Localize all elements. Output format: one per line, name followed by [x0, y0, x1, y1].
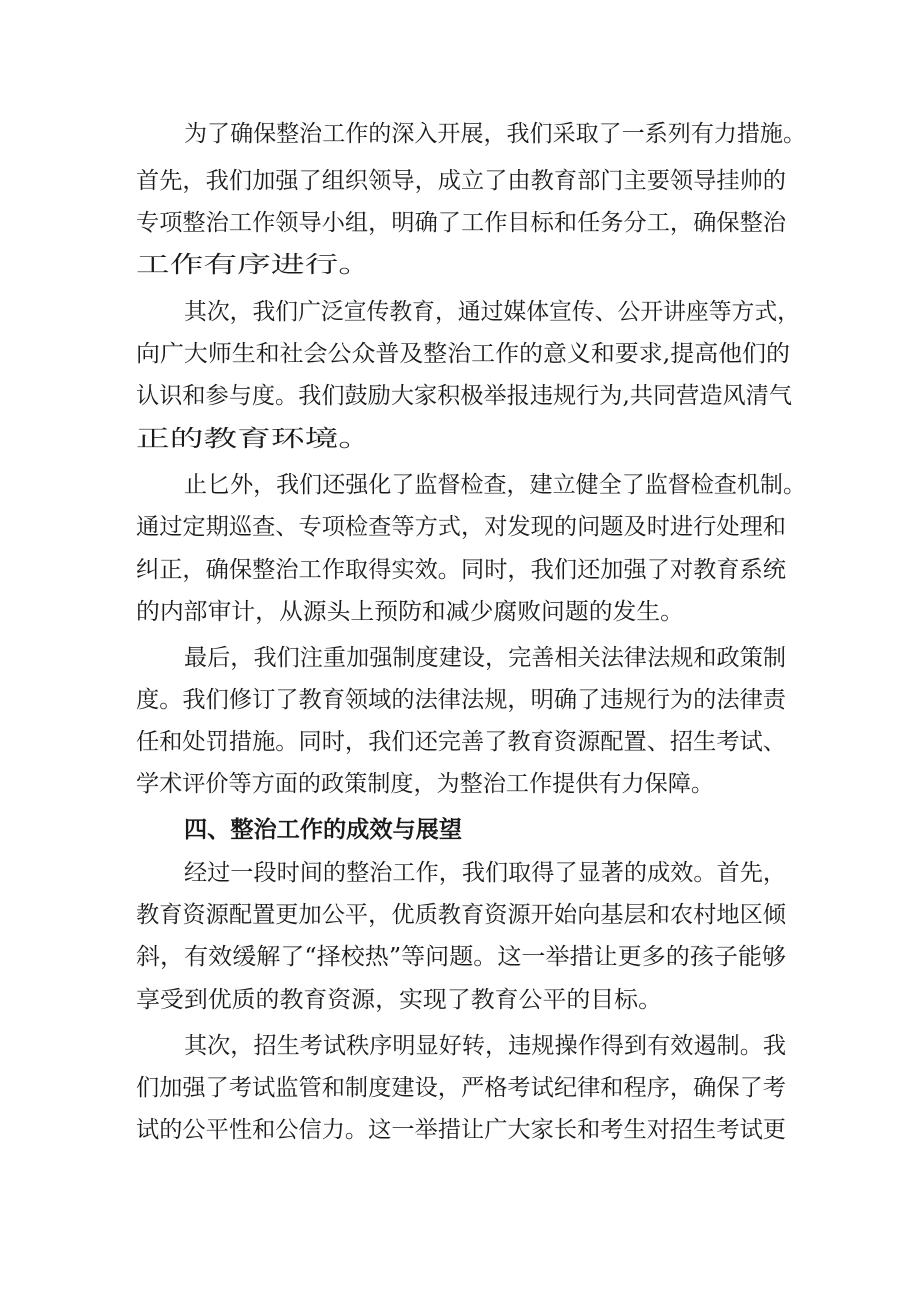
text-line — [0, 853, 920, 893]
text-line — [0, 895, 920, 935]
line-text: 纠正，确保整治工作取得实效。同时，我们还加强了对教育系统 — [136, 557, 786, 583]
text-line — [0, 722, 920, 762]
line-text: 为了确保整治工作的深入开展，我们采取了一系列有力措施。 — [184, 121, 806, 147]
line-text: 认识和参与度。我们鼓励大家积极举报违规行为,共同营造风清气 — [136, 383, 792, 409]
text-line — [0, 465, 920, 505]
text-line — [0, 680, 920, 720]
line-text: 的内部审计，从源头上预防和减少腐败问题的发生。 — [136, 599, 684, 625]
line-text: 工作有序进行。 — [136, 252, 372, 278]
text-line — [0, 245, 920, 285]
text-line — [0, 937, 920, 977]
line-text: 止匕外，我们还强化了监督检查，建立健全了监督检查机制。 — [184, 472, 806, 498]
text-line — [0, 550, 920, 590]
text-line — [0, 1068, 920, 1108]
line-text: 其次，我们广泛宣传教育，通过媒体宣传、公开讲座等方式， — [184, 299, 800, 325]
line-text: 经过一段时间的整治工作，我们取得了显著的成效。首先， — [184, 860, 786, 886]
line-text: 任和处罚措施。同时，我们还完善了教育资源配置、招生考试、 — [136, 729, 786, 755]
line-text: 们加强了考试监管和制度建设，严格考试纪律和程序，确保了考 — [136, 1075, 786, 1101]
text-line — [0, 161, 920, 201]
text-line — [0, 114, 920, 154]
text-line — [0, 203, 920, 243]
line-text: 正的教育环境。 — [136, 426, 372, 452]
text-line — [0, 638, 920, 678]
text-line — [0, 419, 920, 459]
text-line — [0, 507, 920, 547]
text-line — [0, 376, 920, 416]
line-text: 教育资源配置更加公平，优质教育资源开始向基层和农村地区倾 — [136, 902, 786, 928]
line-text: 通过定期巡查、专项检查等方式，对发现的问题及时进行处理和 — [136, 514, 786, 540]
text-line — [0, 1026, 920, 1066]
line-text: 最后，我们注重加强制度建设，完善相关法律法规和政策制 — [184, 645, 786, 671]
line-text: 度。我们修订了教育领域的法律法规，明确了违规行为的法律责 — [136, 687, 786, 713]
text-line — [0, 334, 920, 374]
line-text: 其次，招生考试秩序明显好转，违规操作得到有效遏制。我 — [184, 1033, 786, 1059]
text-line — [0, 980, 920, 1020]
text-line — [0, 292, 920, 332]
text-line — [0, 592, 920, 632]
text-line — [0, 1110, 920, 1150]
line-text: 斜，有效缓解了“择校热”等问题。这一举措让更多的孩子能够 — [136, 944, 786, 970]
section-heading — [0, 810, 920, 850]
heading-text: 四、整治工作的成效与展望 — [184, 817, 462, 843]
line-text: 试的公平性和公信力。这一举措让广大家长和考生对招生考试更 — [136, 1117, 786, 1143]
line-text: 专项整治工作领导小组，明确了工作目标和任务分工，确保整治 — [136, 210, 786, 236]
line-text: 享受到优质的教育资源，实现了教育公平的目标。 — [136, 987, 662, 1013]
line-text: 首先，我们加强了组织领导，成立了由教育部门主要领导挂帅的 — [136, 168, 786, 194]
line-text: 学术评价等方面的政策制度，为整治工作提供有力保障。 — [136, 771, 714, 797]
text-line — [0, 764, 920, 804]
line-text: 向广大师生和社会公众普及整治工作的意义和要求,提高他们的 — [136, 341, 790, 367]
